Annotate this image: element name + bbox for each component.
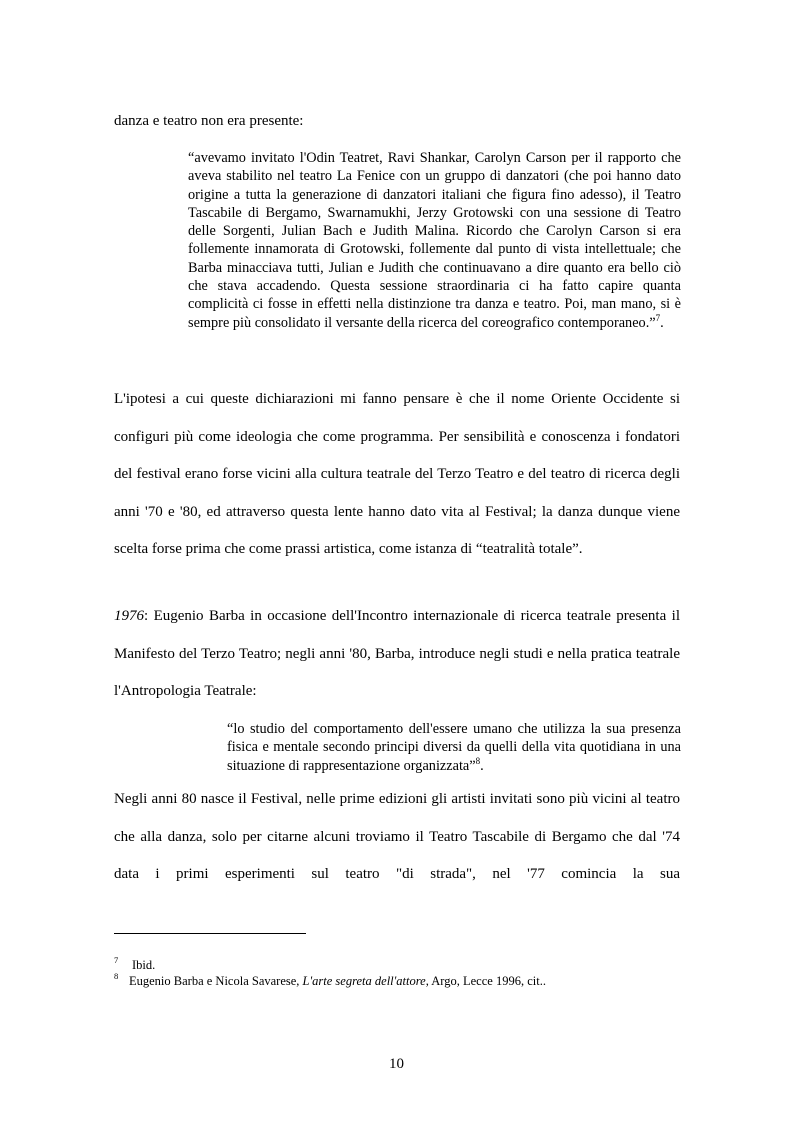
footnote-mark-7: 7	[114, 955, 119, 965]
footnote-ref-7[interactable]: 7	[655, 312, 661, 323]
footnote-8	[114, 973, 546, 989]
block-quote-1-end: .	[660, 314, 664, 331]
footnote-text-7: Ibid.	[132, 958, 156, 972]
opening-line: danza e teatro non era presente:	[114, 113, 304, 129]
page-number: 10	[389, 1056, 404, 1072]
block-quote-2-end: .	[480, 757, 484, 774]
footnotes	[114, 957, 546, 989]
footnote-text-8	[114, 974, 546, 988]
footnote-mark-8: 8	[114, 971, 119, 981]
block-quote-2-text: “lo studio del comportamento dell'essere umano che utilizza la sua presenza fisica e mentale secondo principi diversi da quelli della vita quotidiana in una situazione di rappresentazione organizzata”	[227, 721, 681, 774]
footnote-8-suffix: , Argo, Lecce 1996, cit..	[425, 974, 546, 988]
block-quote-2	[227, 720, 681, 775]
footnote-ref-8[interactable]: 8	[475, 755, 481, 766]
footnote-separator	[114, 933, 306, 934]
year-1976: 1976	[114, 608, 144, 624]
paragraph-2	[114, 598, 680, 711]
paragraph-1: L'ipotesi a cui queste dichiarazioni mi fanno pensare è che il nome Oriente Occidente si configuri più come ideologia che come programma. Per sensibilità e conoscenza i fondatori del festival erano forse vicini alla cultura teatrale del Terzo Teatro e del teatro di ricerca degli anni '70 e '80, ed attraverso questa lente hanno dato vita al Festival; la danza dunque viene scelta forse prima che come prassi artistica, come istanza di “teatralità totale”.	[114, 391, 680, 557]
block-quote-1	[188, 149, 681, 332]
paragraph-3: Negli anni 80 nasce il Festival, nelle prime edizioni gli artisti invitati sono più vicini al teatro che alla danza, solo per citarne alcuni troviamo il Teatro Tascabile di Bergamo che dal '74 data i primi esperimenti sul teatro "di strada", nel '77 comincia la sua	[114, 791, 680, 882]
footnote-8-prefix: Eugenio Barba e Nicola Savarese,	[129, 974, 303, 988]
block-quote-1-text: “avevamo invitato l'Odin Teatret, Ravi Shankar, Carolyn Carson per il rapporto che aveva stabilito nel teatro La Fenice con un gruppo di danzatori (che poi hanno dato origine a tutta la generazione di danzatori italiani che figura fino adesso), il Teatro Tascabile di Bergamo, Swarnamukhi, Jerzy Grotowski con una sessione di Teatro delle Sorgenti, Julian Bach e Judith Malina. Ricordo che Carolyn Carson si era follemente innamorata di Grotowski, follemente dal punto di vista intellettuale; che Barba minacciava tutti, Julian e Judith che continuavano a dire quanto era bello ciò che stava accadendo. Questa sessione straordinaria ci ha fatto capire quanta complicità ci fosse in effetti nella distinzione tra danza e teatro. Poi, man mano, si è sempre più consolidato il versante della ricerca del coreografico contemporaneo.”	[188, 150, 681, 331]
footnote-8-book-title: L'arte segreta dell'attore	[302, 974, 426, 988]
footnote-7	[114, 957, 546, 973]
paragraph-2-text: : Eugenio Barba in occasione dell'Incontro internazionale di ricerca teatrale presenta il Manifesto del Terzo Teatro; negli anni '80, Barba, introduce negli studi e nella pratica teatrale l'Antropologia Teatrale:	[114, 608, 680, 699]
